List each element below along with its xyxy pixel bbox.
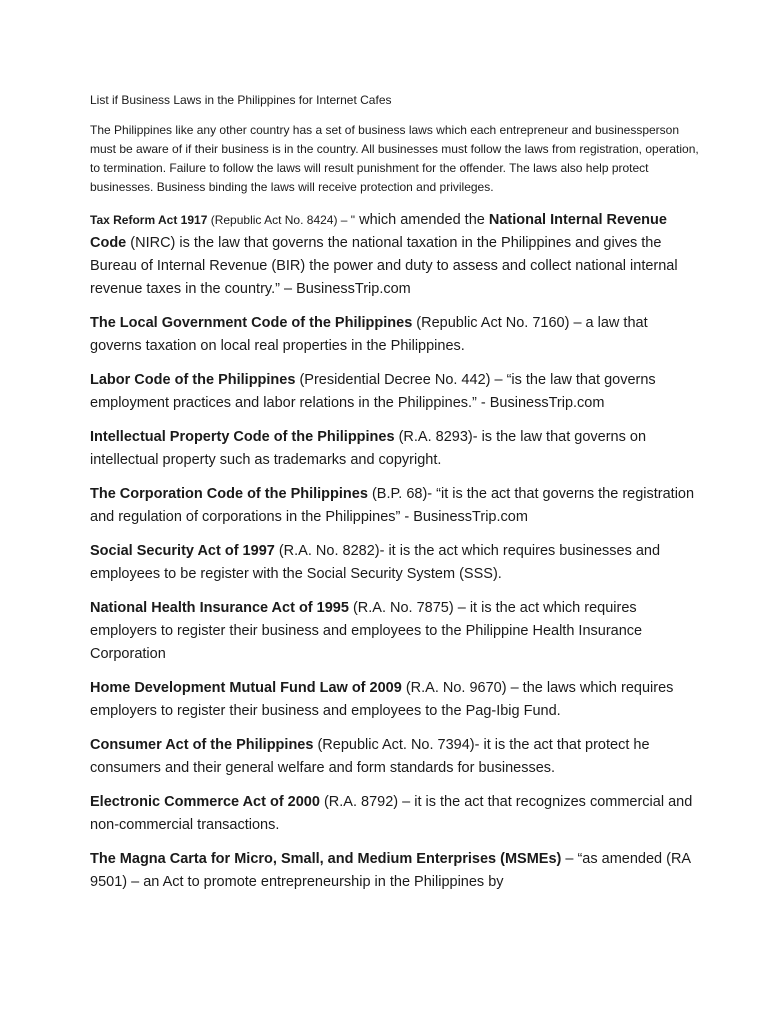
law-text: (R.A. No. 7875) – it is the act which requires employers to register their business and employees to the Philippine Health Insurance Corporation [90,600,643,662]
law-text: (B.P. 68)- “it is the act that governs the registration and regulation of corporations in the Philippines” - BusinessTrip.com [90,486,695,525]
law-item [90,848,700,894]
law-text: (Republic Act. No. 7394)- it is the act that protect he consumers and their general welfare and form standards for businesses. [90,737,650,776]
document-title: List if Business Laws in the Philippines for Internet Cafes [90,93,392,107]
law-item [90,426,700,472]
law-item [90,597,700,666]
law-item [90,734,700,780]
law-text: (NIRC) is the law that governs the national taxation in the Philippines and gives the Bureau of Internal Revenue (BIR) the power and duty to assess and collect national internal revenue taxes in the country.” – BusinessTrip.com [90,235,678,297]
document-page [90,92,700,905]
law-name: Intellectual Property Code of the Philippines [90,429,395,445]
law-item [90,677,700,723]
nirc-name: National Internal Revenue Code [90,212,667,251]
law-name: Electronic Commerce Act of 2000 [90,794,320,810]
law-reference: (Republic Act No. 8424) – " [207,213,356,227]
intro-paragraph: The Philippines like any other country has a set of business laws which each entrepreneur and businessperson must be aware of if their business is in the country. All businesses must follow the laws from registration, operation, to termination. Failure to follow the laws will result punishment for the offender. The laws also help protect businesses. Business binding the laws will receive protection and privileges. [90,123,699,194]
law-name: Social Security Act of 1997 [90,543,275,559]
law-name: The Corporation Code of the Philippines [90,486,368,502]
law-name: National Health Insurance Act of 1995 [90,600,349,616]
law-item [90,483,700,529]
law-item [90,791,700,837]
law-text: (Presidential Decree No. 442) – “is the law that governs employment practices and labor relations in the Philippines.” - BusinessTrip.com [90,372,656,411]
law-name: Tax Reform Act 1917 [90,213,208,227]
laws-list [90,312,700,894]
law-name: The Magna Carta for Micro, Small, and Medium Enterprises (MSMEs) [90,851,562,867]
law-name: Labor Code of the Philippines [90,372,296,388]
law-text: (R.A. No. 9670) – the laws which requires employers to register their business and employees to the Pag-Ibig Fund. [90,680,674,719]
law-text: – “as amended (RA 9501) – an Act to promote entrepreneurship in the Philippines by [90,851,691,890]
law-text: (Republic Act No. 7160) – a law that governs taxation on local real properties in the Philippines. [90,315,648,354]
law-name: The Local Government Code of the Philippines [90,315,413,331]
law-text: which amended the [355,212,489,228]
law-text: (R.A. No. 8282)- it is the act which requires businesses and employees to be register with the Social Security System (SSS). [90,543,661,582]
law-tax-reform-act [90,209,700,301]
law-name: Home Development Mutual Fund Law of 2009 [90,680,402,696]
law-name: Consumer Act of the Philippines [90,737,314,753]
law-text: (R.A. 8293)- is the law that governs on intellectual property such as trademarks and copyright. [90,429,647,468]
law-text: (R.A. 8792) – it is the act that recognizes commercial and non-commercial transactions. [90,794,693,833]
law-item [90,540,700,586]
law-item [90,369,700,415]
law-item [90,312,700,358]
